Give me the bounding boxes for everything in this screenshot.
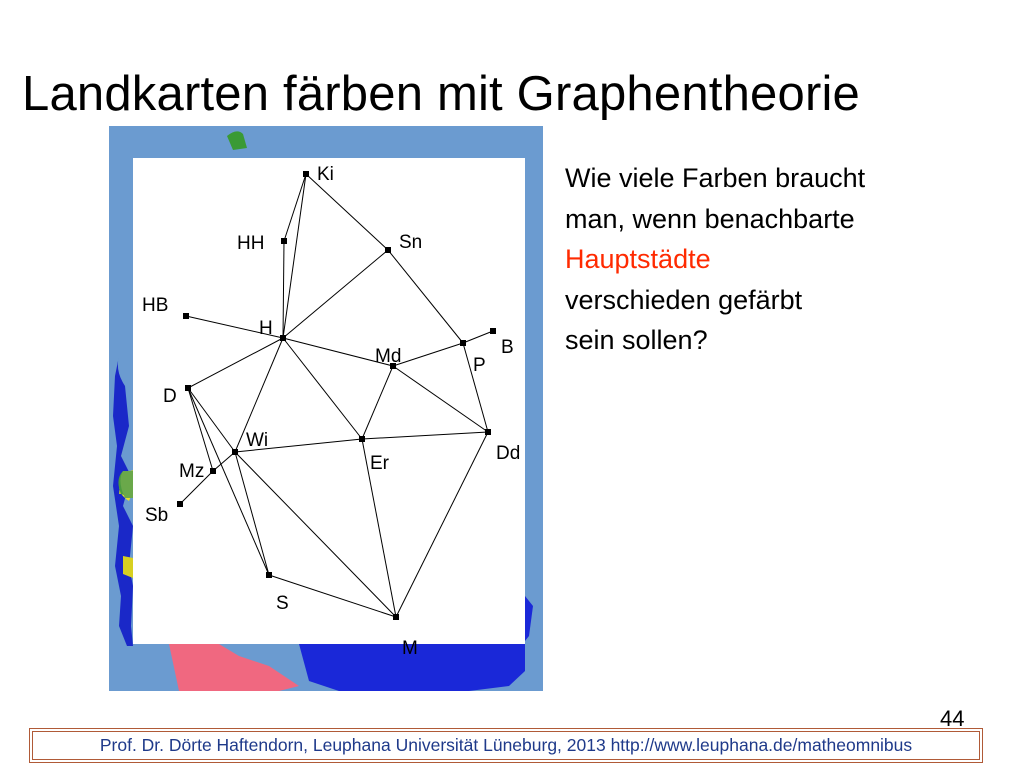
graph-diagram <box>109 126 543 691</box>
graph-node-label-S: S <box>276 593 289 614</box>
graph-node-Mz <box>210 468 216 474</box>
question-line-4: verschieden gefärbt <box>565 284 803 315</box>
graph-node-S <box>266 572 272 578</box>
graph-node-label-Wi: Wi <box>246 430 269 451</box>
graph-node-Dd <box>485 429 491 435</box>
question-line-5: sein sollen? <box>565 325 708 355</box>
graph-node-label-Sn: Sn <box>399 232 423 253</box>
graph-node-H <box>280 335 286 341</box>
graph-node-HB <box>183 313 189 319</box>
slide-title: Landkarten färben mit Graphentheorie <box>22 67 860 121</box>
graph-node-M <box>393 614 399 620</box>
graph-node-Wi <box>232 449 238 455</box>
graph-node-label-Dd: Dd <box>496 443 521 464</box>
graph-node-Sn <box>385 247 391 253</box>
graph-node-label-P: P <box>473 355 486 376</box>
question-highlight: Hauptstädte <box>565 244 711 274</box>
footer <box>29 728 983 763</box>
graph-node-Ki <box>303 171 309 177</box>
graph-node-label-Md: Md <box>375 346 402 367</box>
graph-node-label-Mz: Mz <box>179 461 205 482</box>
graph-node-P <box>460 340 466 346</box>
graph-node-D <box>185 385 191 391</box>
graph-node-label-D: D <box>163 386 177 407</box>
germany-map-graph <box>109 126 543 691</box>
graph-node-Sb <box>177 501 183 507</box>
question-text <box>565 158 1005 361</box>
graph-node-label-M: M <box>402 638 418 659</box>
graph-node-label-HB: HB <box>142 295 169 316</box>
question-line-1: Wie viele Farben braucht <box>565 163 866 193</box>
graph-node-HH <box>281 238 287 244</box>
graph-node-Er <box>359 436 365 442</box>
graph-node-label-H: H <box>259 318 273 339</box>
question-line-2: man, wenn benachbarte <box>565 203 855 234</box>
graph-node-label-Sb: Sb <box>145 505 169 526</box>
graph-node-label-Er: Er <box>370 453 389 474</box>
graph-node-label-HH: HH <box>237 233 265 254</box>
graph-node-B <box>490 328 496 334</box>
page-number: 44 <box>940 706 965 731</box>
graph-node-label-B: B <box>501 337 514 358</box>
graph-node-label-Ki: Ki <box>317 164 334 185</box>
footer-text: Prof. Dr. Dörte Haftendorn, Leuphana Universität Lüneburg, 2013 http://www.leuphana.de/matheomnibus <box>99 735 913 755</box>
